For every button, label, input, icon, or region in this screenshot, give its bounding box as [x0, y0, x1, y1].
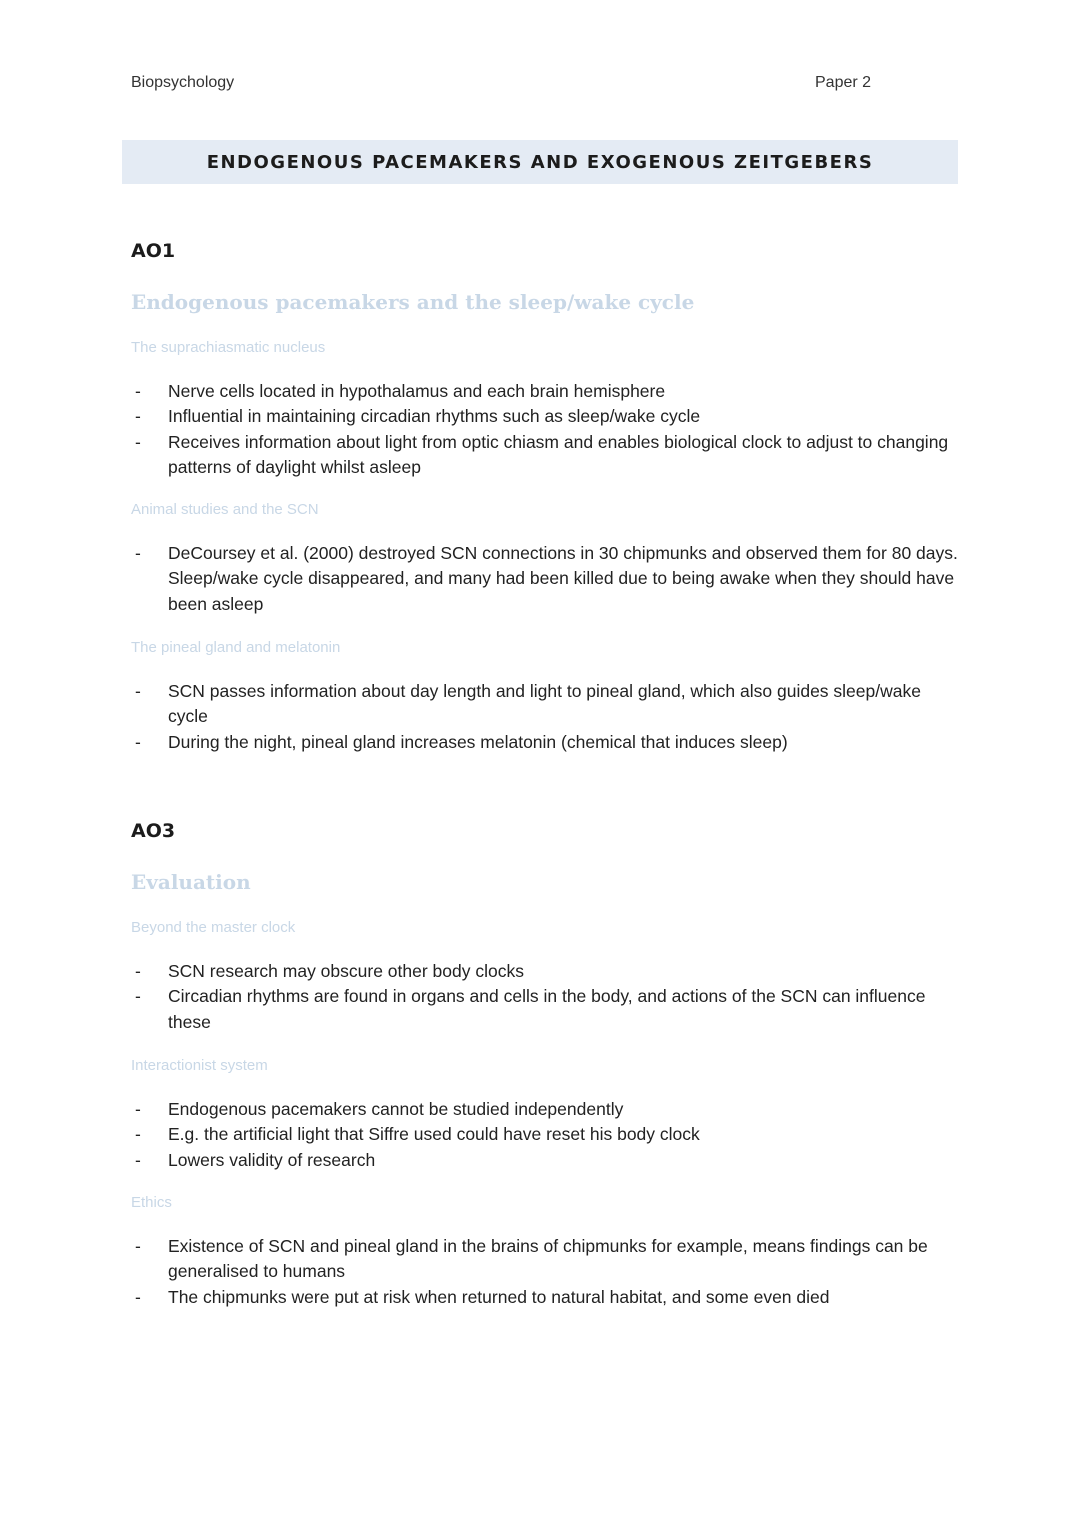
ao1-section-title: Endogenous pacemakers and the sleep/wake cycle: [131, 290, 695, 314]
list-item: - During the night, pineal gland increases melatonin (chemical that induces sleep): [131, 730, 961, 755]
subsection-title-master-clock: Beyond the master clock: [131, 919, 296, 936]
subsection-title-interactionist: Interactionist system: [131, 1057, 268, 1074]
list-item: - Nerve cells located in hypothalamus and each brain hemisphere: [131, 379, 961, 404]
list-item: - E.g. the artificial light that Siffre used could have reset his body clock: [131, 1122, 961, 1147]
bullet-list-scn: [131, 379, 961, 480]
ao1-heading: AO1: [131, 240, 176, 262]
ao3-section-title: Evaluation: [131, 870, 251, 894]
bullet-list-master-clock: [131, 959, 961, 1035]
bullet-list-ethics: [131, 1234, 961, 1310]
ao3-heading: AO3: [131, 820, 176, 842]
list-item: - Lowers validity of research: [131, 1148, 961, 1173]
list-item: - Influential in maintaining circadian rhythms such as sleep/wake cycle: [131, 404, 961, 429]
page-title: ENDOGENOUS PACEMAKERS AND EXOGENOUS ZEITGEBERS: [206, 151, 874, 173]
list-item: - Circadian rhythms are found in organs and cells in the body, and actions of the SCN can influence these: [131, 984, 961, 1035]
list-item: - DeCoursey et al. (2000) destroyed SCN connections in 30 chipmunks and observed them for 80 days. Sleep/wake cycle disappeared, and many had been killed due to being awake when they should have been asleep: [131, 541, 961, 617]
bullet-list-animal-studies: [131, 541, 961, 617]
header-paper: Paper 2: [815, 74, 872, 91]
list-item: - Receives information about light from optic chiasm and enables biological clock to adjust to changing patterns of daylight whilst asleep: [131, 430, 961, 481]
subsection-title-scn: The suprachiasmatic nucleus: [131, 339, 326, 356]
title-banner: [122, 140, 958, 184]
subsection-title-ethics: Ethics: [131, 1194, 172, 1211]
subsection-title-pineal: The pineal gland and melatonin: [131, 639, 341, 656]
bullet-list-interactionist: [131, 1097, 961, 1173]
subsection-title-animal-studies: Animal studies and the SCN: [131, 501, 319, 518]
header-subject: Biopsychology: [131, 74, 235, 91]
list-item: - The chipmunks were put at risk when returned to natural habitat, and some even died: [131, 1285, 961, 1310]
list-item: - Endogenous pacemakers cannot be studied independently: [131, 1097, 961, 1122]
list-item: - SCN passes information about day length and light to pineal gland, which also guides sleep/wake cycle: [131, 679, 961, 730]
bullet-list-pineal: [131, 679, 961, 755]
list-item: - SCN research may obscure other body clocks: [131, 959, 961, 984]
list-item: - Existence of SCN and pineal gland in the brains of chipmunks for example, means findings can be generalised to humans: [131, 1234, 961, 1285]
